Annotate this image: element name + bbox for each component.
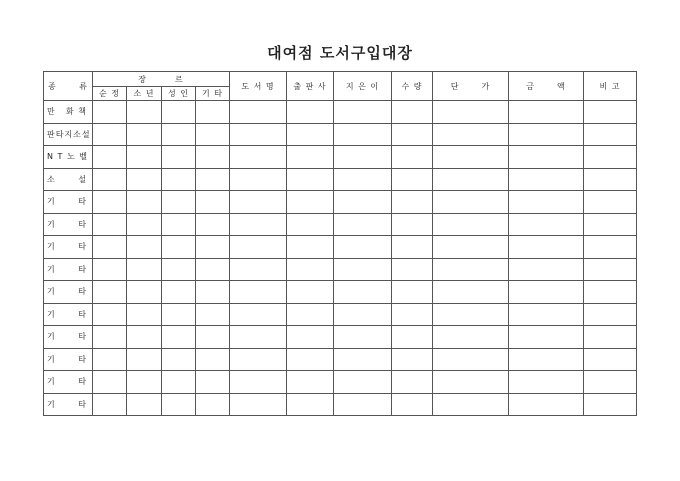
table-cell[interactable] [162,371,196,394]
table-row [44,326,637,349]
header-publisher: 출 판 사 [287,72,334,101]
table-cell[interactable] [287,326,334,349]
table-cell[interactable] [93,326,127,349]
table-cell[interactable] [392,146,433,169]
table-cell[interactable] [196,213,230,236]
table-cell[interactable] [230,168,287,191]
header-quantity: 수 량 [392,72,433,101]
table-cell[interactable] [162,326,196,349]
table-cell[interactable] [334,191,392,214]
table-cell[interactable] [196,101,230,124]
table-cell[interactable] [509,213,584,236]
table-cell[interactable] [93,393,127,416]
page-title: 대여점 도서구입대장 [267,44,413,62]
table-cell[interactable] [93,146,127,169]
table-cell[interactable] [584,371,637,394]
table-cell[interactable] [230,146,287,169]
table-cell[interactable] [230,348,287,371]
table-cell[interactable] [509,236,584,259]
table-cell[interactable] [196,123,230,146]
table-row [44,123,637,146]
table-cell[interactable] [93,303,127,326]
row-category-label: 만 화 책 [44,101,93,124]
table-cell[interactable] [509,123,584,146]
table-cell[interactable] [127,348,162,371]
table-cell[interactable] [230,371,287,394]
table-cell[interactable] [334,303,392,326]
table-cell[interactable] [162,213,196,236]
table-cell[interactable] [230,326,287,349]
table-cell[interactable] [127,191,162,214]
table-row [44,146,637,169]
subgenre-other: 기 타 [196,87,230,101]
table-cell[interactable] [392,393,433,416]
table-cell[interactable] [127,168,162,191]
table-cell[interactable] [433,258,509,281]
table-cell[interactable] [392,326,433,349]
table-cell[interactable] [334,168,392,191]
table-cell[interactable] [392,348,433,371]
table-cell[interactable] [392,191,433,214]
table-cell[interactable] [127,393,162,416]
table-cell[interactable] [196,281,230,304]
subgenre-boys: 소 년 [127,87,162,101]
table-row [44,101,637,124]
table-cell[interactable] [433,213,509,236]
table-cell[interactable] [230,191,287,214]
row-category-label: 기 타 [44,191,93,214]
table-cell[interactable] [127,236,162,259]
table-row [44,348,637,371]
table-cell[interactable] [287,146,334,169]
header-unit-price: 단 가 [433,72,509,101]
table-cell[interactable] [127,326,162,349]
table-cell[interactable] [162,258,196,281]
table-cell[interactable] [392,236,433,259]
table-cell[interactable] [584,393,637,416]
table-cell[interactable] [230,101,287,124]
table-cell[interactable] [433,281,509,304]
table-cell[interactable] [93,123,127,146]
table-cell[interactable] [93,168,127,191]
table-cell[interactable] [584,146,637,169]
table-cell[interactable] [334,258,392,281]
table-cell[interactable] [509,258,584,281]
table-cell[interactable] [584,258,637,281]
table-cell[interactable] [162,393,196,416]
ledger-body [44,101,637,416]
table-cell[interactable] [433,101,509,124]
row-category-label: 기 타 [44,393,93,416]
table-cell[interactable] [127,303,162,326]
table-cell[interactable] [93,191,127,214]
table-cell[interactable] [392,281,433,304]
table-cell[interactable] [392,303,433,326]
row-category-label: 기 타 [44,348,93,371]
table-cell[interactable] [509,326,584,349]
row-category-label: 판타지소설 [44,123,93,146]
table-cell[interactable] [509,371,584,394]
table-cell[interactable] [334,123,392,146]
table-cell[interactable] [127,281,162,304]
table-cell[interactable] [584,281,637,304]
table-cell[interactable] [334,236,392,259]
table-cell[interactable] [127,371,162,394]
table-row [44,213,637,236]
table-cell[interactable] [509,348,584,371]
table-cell[interactable] [584,123,637,146]
table-cell[interactable] [93,371,127,394]
table-row [44,371,637,394]
table-cell[interactable] [162,281,196,304]
table-cell[interactable] [230,303,287,326]
table-cell[interactable] [287,191,334,214]
table-cell[interactable] [93,101,127,124]
table-cell[interactable] [334,101,392,124]
table-cell[interactable] [392,101,433,124]
table-cell[interactable] [196,303,230,326]
table-row [44,236,637,259]
table-cell[interactable] [334,371,392,394]
subgenre-adult: 성 인 [162,87,196,101]
table-cell[interactable] [287,281,334,304]
table-cell[interactable] [509,303,584,326]
table-cell[interactable] [127,258,162,281]
table-cell[interactable] [584,101,637,124]
table-cell[interactable] [287,393,334,416]
header-kind: 종 류 [44,72,93,101]
table-cell[interactable] [334,326,392,349]
table-cell[interactable] [584,326,637,349]
table-cell[interactable] [334,348,392,371]
table-cell[interactable] [287,236,334,259]
table-cell[interactable] [287,303,334,326]
row-category-label: 소 설 [44,168,93,191]
subgenre-romance: 순 정 [93,87,127,101]
table-cell[interactable] [584,213,637,236]
table-row [44,191,637,214]
row-category-label: 기 타 [44,371,93,394]
table-cell[interactable] [127,101,162,124]
table-cell[interactable] [162,348,196,371]
table-cell[interactable] [433,303,509,326]
table-cell[interactable] [162,168,196,191]
table-cell[interactable] [93,258,127,281]
table-cell[interactable] [287,258,334,281]
table-row [44,281,637,304]
table-cell[interactable] [334,146,392,169]
table-cell[interactable] [584,236,637,259]
row-category-label: 기 타 [44,236,93,259]
header-genre: 장 르 [93,72,230,87]
table-cell[interactable] [196,348,230,371]
row-category-label: 기 타 [44,281,93,304]
table-cell[interactable] [162,101,196,124]
table-cell[interactable] [93,281,127,304]
table-cell[interactable] [162,146,196,169]
table-cell[interactable] [433,326,509,349]
table-cell[interactable] [196,236,230,259]
table-cell[interactable] [127,123,162,146]
table-cell[interactable] [509,101,584,124]
table-cell[interactable] [93,213,127,236]
table-cell[interactable] [287,348,334,371]
table-cell[interactable] [433,348,509,371]
header-author: 지 은 이 [334,72,392,101]
row-category-label: 기 타 [44,258,93,281]
table-cell[interactable] [287,371,334,394]
table-cell[interactable] [127,146,162,169]
table-cell[interactable] [230,281,287,304]
header-row-top [44,72,637,87]
table-cell[interactable] [230,123,287,146]
header-remarks: 비 고 [584,72,637,101]
table-cell[interactable] [162,123,196,146]
table-cell[interactable] [196,393,230,416]
table-cell[interactable] [433,123,509,146]
table-cell[interactable] [433,191,509,214]
table-cell[interactable] [334,281,392,304]
table-cell[interactable] [509,146,584,169]
table-cell[interactable] [392,168,433,191]
table-cell[interactable] [196,168,230,191]
table-row [44,393,637,416]
header-amount: 금 액 [509,72,584,101]
purchase-ledger-table [43,71,637,416]
table-cell[interactable] [509,191,584,214]
row-category-label: N T 노 벨 [44,146,93,169]
table-cell[interactable] [509,281,584,304]
table-cell[interactable] [196,191,230,214]
table-cell[interactable] [230,393,287,416]
table-cell[interactable] [433,371,509,394]
table-cell[interactable] [93,236,127,259]
table-cell[interactable] [162,303,196,326]
table-cell[interactable] [584,303,637,326]
table-cell[interactable] [509,393,584,416]
table-cell[interactable] [392,123,433,146]
table-cell[interactable] [287,101,334,124]
table-cell[interactable] [287,168,334,191]
table-cell[interactable] [433,146,509,169]
table-cell[interactable] [433,168,509,191]
table-cell[interactable] [584,348,637,371]
table-cell[interactable] [392,258,433,281]
table-cell[interactable] [230,258,287,281]
table-cell[interactable] [230,213,287,236]
table-cell[interactable] [433,236,509,259]
table-cell[interactable] [584,168,637,191]
table-cell[interactable] [433,393,509,416]
table-cell[interactable] [196,146,230,169]
row-category-label: 기 타 [44,303,93,326]
row-category-label: 기 타 [44,213,93,236]
table-cell[interactable] [584,191,637,214]
table-cell[interactable] [127,213,162,236]
table-cell[interactable] [287,123,334,146]
table-row [44,303,637,326]
table-cell[interactable] [230,236,287,259]
table-cell[interactable] [196,326,230,349]
table-cell[interactable] [509,168,584,191]
table-cell[interactable] [162,191,196,214]
table-cell[interactable] [162,236,196,259]
table-row [44,168,637,191]
table-cell[interactable] [93,348,127,371]
table-cell[interactable] [196,258,230,281]
table-cell[interactable] [392,213,433,236]
table-cell[interactable] [334,213,392,236]
header-book-title: 도 서 명 [230,72,287,101]
table-cell[interactable] [196,371,230,394]
table-cell[interactable] [334,393,392,416]
table-cell[interactable] [392,371,433,394]
row-category-label: 기 타 [44,326,93,349]
table-row [44,258,637,281]
table-cell[interactable] [287,213,334,236]
